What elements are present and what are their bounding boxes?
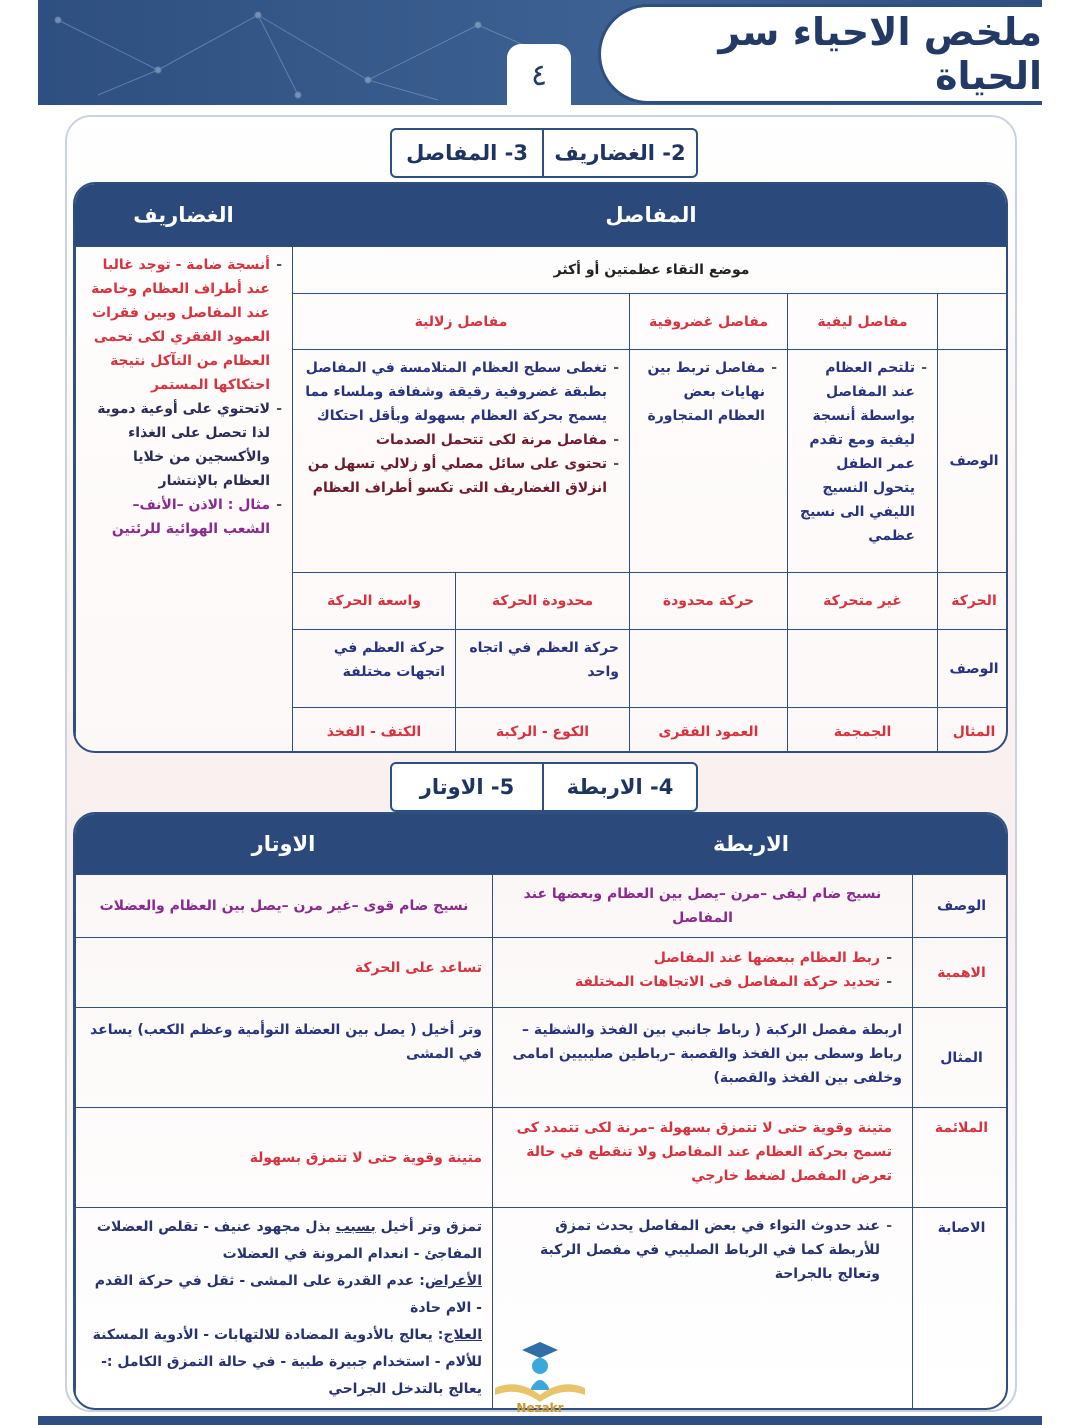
- title-box: [598, 4, 1042, 104]
- injury-item: - عند حدوث التواء في بعض المفاصل يحدث تمزق للأربطة كما في الرباط الصليبي في مفصل الركبة وتعالج بالجراحة: [503, 1214, 892, 1286]
- movement-description: حركة العظم في اتجهات مختلفة: [292, 629, 455, 707]
- type-fibrous: مفاصل ليفية: [787, 293, 937, 349]
- movement-value: واسعة الحركة: [292, 572, 455, 629]
- symptoms-label: الأعراض: [424, 1273, 482, 1289]
- page-number: ٤: [507, 44, 571, 106]
- importance-item: - ربط العظام ببعضها عند المفاصل: [503, 946, 892, 970]
- injury-cause: بذل مجهود عنيف - تقلص العضلات المفاجئ - انعدام المرونة في العضلات: [96, 1219, 482, 1262]
- page-title: ملخص الاحياء سر الحياة: [718, 10, 1042, 98]
- cartilage-item: - لاتحتوي على أوعية دموية لذا تحصل على الغذاء والأكسجين من خلايا العظام بالإنتشار: [86, 397, 282, 493]
- row-label-injury: الاصابة: [912, 1207, 1008, 1410]
- joints-definition: موضع التقاء عظمتين أو أكثر: [292, 246, 1008, 293]
- tendon-importance: تساعد على الحركة: [75, 937, 492, 1007]
- joints-header: المفاصل: [292, 184, 1008, 246]
- row-label-description: الوصف: [912, 874, 1008, 937]
- row-label-movement: الحركة: [937, 572, 1008, 629]
- cartilage-item: - مثال : الاذن –الأنف– الشعب الهوائية للرئتين: [86, 493, 282, 541]
- tendon-description: نسيج ضام قوى –غير مرن –يصل بين العظام والعضلات: [75, 874, 492, 937]
- example-value: الكتف - الفخذ: [292, 707, 455, 753]
- example-value: الجمجمة: [787, 707, 937, 753]
- type-synovial: مفاصل زلالية: [292, 293, 629, 349]
- importance-item: - تحديد حركة المفاصل فى الاتجاهات المختلفة: [503, 970, 892, 994]
- row-label-description2: الوصف: [937, 629, 1008, 707]
- fibrous-description: [787, 349, 937, 572]
- example-value: العمود الفقرى: [629, 707, 787, 753]
- empty-label-cell: [937, 293, 1008, 349]
- ligament-example: اربطة مفصل الركبة ( رباط جانبي بين الفخذ والشظية –رباط وسطى بين الفخذ والقصبة –رباطين صليبيين امامى وخلفى بين الفخذ والقصبة): [492, 1007, 912, 1107]
- movement-value: محدودة الحركة: [455, 572, 629, 629]
- tendons-header: الاوتار: [75, 814, 492, 874]
- nezakr-logo: [490, 1340, 590, 1415]
- section1-tabs: [390, 128, 698, 178]
- injury-intro: تمزق وتر أخيل: [380, 1219, 482, 1235]
- movement-description: [787, 629, 937, 707]
- movement-description: [629, 629, 787, 707]
- treatment-text: يعالج بالأدوية المضادة للالتهابات - الأدوية المسكنة للألام - استخدام جبيرة طبية - في حالة التمزق الكامل :- يعالج بالتدخل الجراحي: [92, 1327, 482, 1397]
- cartilage-header: الغضاريف: [75, 184, 292, 246]
- ligaments-tendons-table: [73, 812, 1008, 1410]
- cartilaginous-desc-item: - مفاصل تربط بين نهايات بعض العظام المتجاورة: [640, 356, 777, 428]
- tab-tendons: 5- الاوتار: [392, 764, 544, 810]
- tab-cartilage: 2- الغضاريف: [554, 141, 686, 165]
- row-label-example: المثال: [912, 1007, 1008, 1107]
- synovial-desc-item: - تغطى سطح العظام المتلامسة في المفاصل بطبقة غضروفية رقيقة وشفافة وملساء مما يسمح بحركة العظام بسهولة وبأقل احتكاك: [303, 356, 619, 428]
- tendon-injury: تمزق وتر أخيل بسبب بذل مجهود عنيف - تقلص العضلات المفاجئ - انعدام المرونة في العضلات الأعراض: عدم القدرة على المشى - ثقل في حركة القدم - الام حادة العلاج: يعالج بالأدوية المضادة للالتهابات - الأدوية المسكنة للألام - استخدام جبيرة طبية - في حالة التمزق الكامل :- يعالج بالتدخل الجراحي: [75, 1207, 492, 1410]
- treatment-label: العلاج: [443, 1327, 482, 1343]
- graduate-book-icon: [490, 1340, 590, 1415]
- ligaments-header: الاربطة: [492, 814, 1008, 874]
- example-value: الكوع - الركبة: [455, 707, 629, 753]
- fibrous-desc-item: - تلتحم العظام عند المفاصل بواسطة أنسجة ليفية ومع تقدم عمر الطفل يتحول النسيج الليفي الى نسيج عظمي: [798, 356, 927, 548]
- movement-value: غير متحركة: [787, 572, 937, 629]
- cartilage-item: - أنسجة ضامة - توجد غالبا عند أطراف العظام وخاصة عند المفاصل وبين فقرات العمود الفقري لكى تحمى العظام من التآكل نتيجة احتكاكها المستمر: [86, 253, 282, 397]
- joints-cartilage-table: [73, 182, 1008, 753]
- movement-value: حركة محدودة: [629, 572, 787, 629]
- tab-joints: 3- المفاصل: [392, 130, 544, 176]
- ligament-suitability: متينة وقوية حتى لا تتمزق بسهولة –مرنة لكى تتمدد كى تسمح بحركة العظام عند المفاصل ولا تنقطع في حالة تعرض المفصل لضغط خارجي: [492, 1107, 912, 1207]
- tendon-suitability: متينة وقوية حتى لا تتمزق بسهولة: [75, 1107, 492, 1207]
- section2-tabs: [390, 762, 698, 812]
- row-label-suitability: الملائمة: [912, 1107, 1008, 1207]
- type-cartilaginous: مفاصل غضروفية: [629, 293, 787, 349]
- synovial-description: [292, 349, 629, 572]
- tendon-example: وتر أخيل ( يصل بين العضلة التوأمية وعظم الكعب) يساعد في المشى: [75, 1007, 492, 1107]
- symptoms-text: عدم القدرة على المشى - ثقل في حركة القدم - الام حادة: [94, 1273, 482, 1316]
- cartilaginous-description: [629, 349, 787, 572]
- row-label-description: الوصف: [937, 349, 1008, 572]
- synovial-desc-item: - تحتوى على سائل مصلي أو زلالي تسهل من انزلاق الغضاريف التى تكسو أطراف العظام: [303, 452, 619, 500]
- ligament-importance: [492, 937, 912, 1007]
- cartilage-description: [75, 246, 292, 753]
- row-label-importance: الاهمية: [912, 937, 1008, 1007]
- footer-bar: [38, 1416, 1042, 1425]
- synovial-desc-item: - مفاصل مرنة لكى تتحمل الصدمات: [303, 428, 619, 452]
- movement-description: حركة العظم في اتجاه واحد: [455, 629, 629, 707]
- row-label-example: المثال: [937, 707, 1008, 753]
- ligament-description: نسيج ضام ليفى –مرن –يصل بين العظام وبعضها عند المفاصل: [492, 874, 912, 937]
- tab-ligaments: 4- الاربطة: [566, 775, 674, 799]
- svg-text:Nezakr: Nezakr: [516, 1401, 564, 1415]
- injury-cause-word: بسبب: [335, 1219, 376, 1235]
